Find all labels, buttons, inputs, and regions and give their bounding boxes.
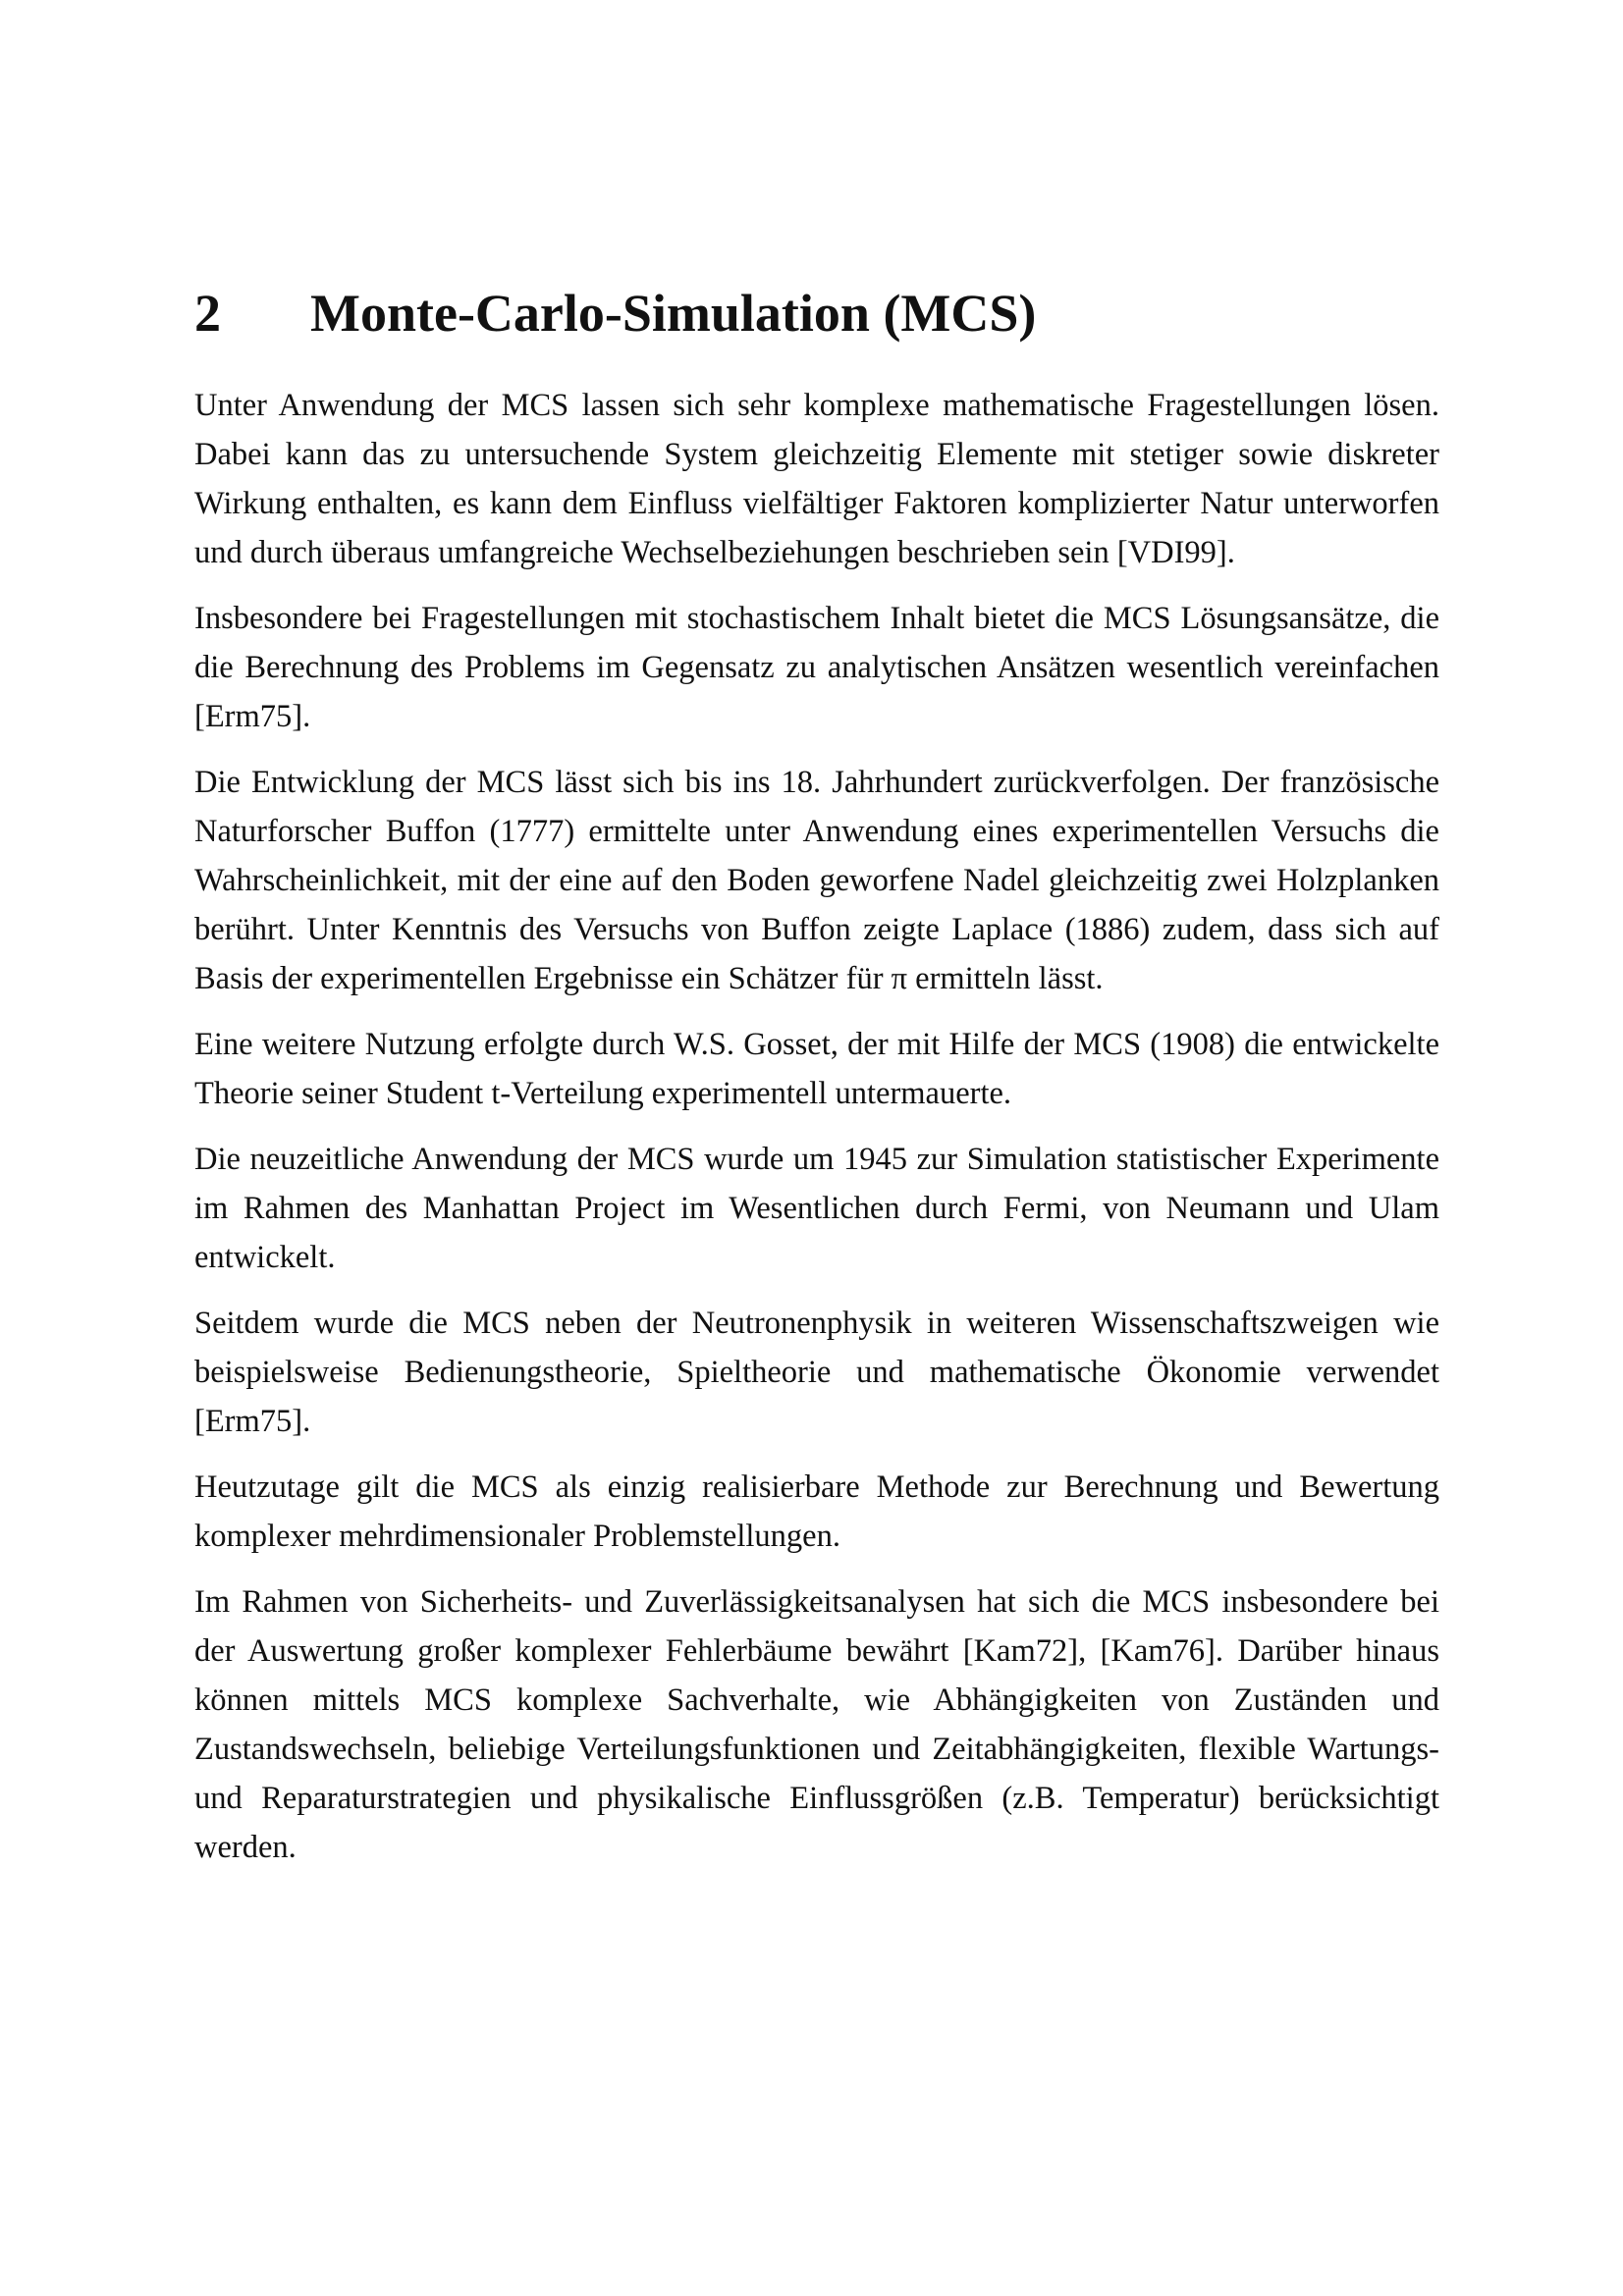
paragraph-7: Heutzutage gilt die MCS als einzig realisierbare Methode zur Berechnung und Bewertung komplexer mehrdimensionaler Problemstellungen.: [194, 1469, 1439, 1554]
chapter-heading: [194, 281, 1439, 346]
body-text: [194, 381, 1439, 1889]
paragraph-4: Eine weitere Nutzung erfolgte durch W.S. Gosset, der mit Hilfe der MCS (1908) die entwickelte Theorie seiner Student t-Verteilung experimentell untermauerte.: [194, 1027, 1439, 1111]
chapter-number: 2: [194, 284, 221, 343]
paragraph-3: Die Entwicklung der MCS lässt sich bis ins 18. Jahrhundert zurückverfolgen. Der französische Naturforscher Buffon (1777) ermittelte unter Anwendung eines experimentellen Versuchs die Wahrscheinlichkeit, mit der eine auf den Boden geworfene Nadel gleichzeitig zwei Holzplanken berührt. Unter Kenntnis des Versuchs von Buffon zeigte Laplace (1886) zudem, dass sich auf Basis der experimentellen Ergebnisse ein Schätzer für π ermitteln lässt.: [194, 765, 1439, 996]
chapter-title: Monte-Carlo-Simulation (MCS): [310, 284, 1037, 343]
paragraph-5: Die neuzeitliche Anwendung der MCS wurde um 1945 zur Simulation statistischer Experimente im Rahmen des Manhattan Project im Wesentlichen durch Fermi, von Neumann und Ulam entwickelt.: [194, 1142, 1439, 1275]
paragraph-6: Seitdem wurde die MCS neben der Neutronenphysik in weiteren Wissenschaftszweigen wie beispielsweise Bedienungstheorie, Spieltheorie und mathematische Ökonomie verwendet [Erm75].: [194, 1306, 1439, 1439]
paragraph-1: Unter Anwendung der MCS lassen sich sehr komplexe mathematische Fragestellungen lösen. Dabei kann das zu untersuchende System gleichzeitig Elemente mit stetiger sowie diskreter Wirkung enthalten, es kann dem Einfluss vielfältiger Faktoren komplizierter Natur unterworfen und durch überaus umfangreiche Wechselbeziehungen beschrieben sein [VDI99].: [194, 388, 1439, 570]
paragraph-8: Im Rahmen von Sicherheits- und Zuverlässigkeitsanalysen hat sich die MCS insbesondere bei der Auswertung großer komplexer Fehlerbäume bewährt [Kam72], [Kam76]. Darüber hinaus können mittels MCS komplexe Sachverhalte, wie Abhängigkeiten von Zuständen und Zustandswechseln, beliebige Verteilungsfunktionen und Zeitabhängigkeiten, flexible Wartungs- und Reparaturstrategien und physikalische Einflussgrößen (z.B. Temperatur) berücksichtigt werden.: [194, 1584, 1439, 1865]
paragraph-2: Insbesondere bei Fragestellungen mit stochastischem Inhalt bietet die MCS Lösungsansätze, die die Berechnung des Problems im Gegensatz zu analytischen Ansätzen wesentlich vereinfachen [Erm75].: [194, 601, 1439, 734]
